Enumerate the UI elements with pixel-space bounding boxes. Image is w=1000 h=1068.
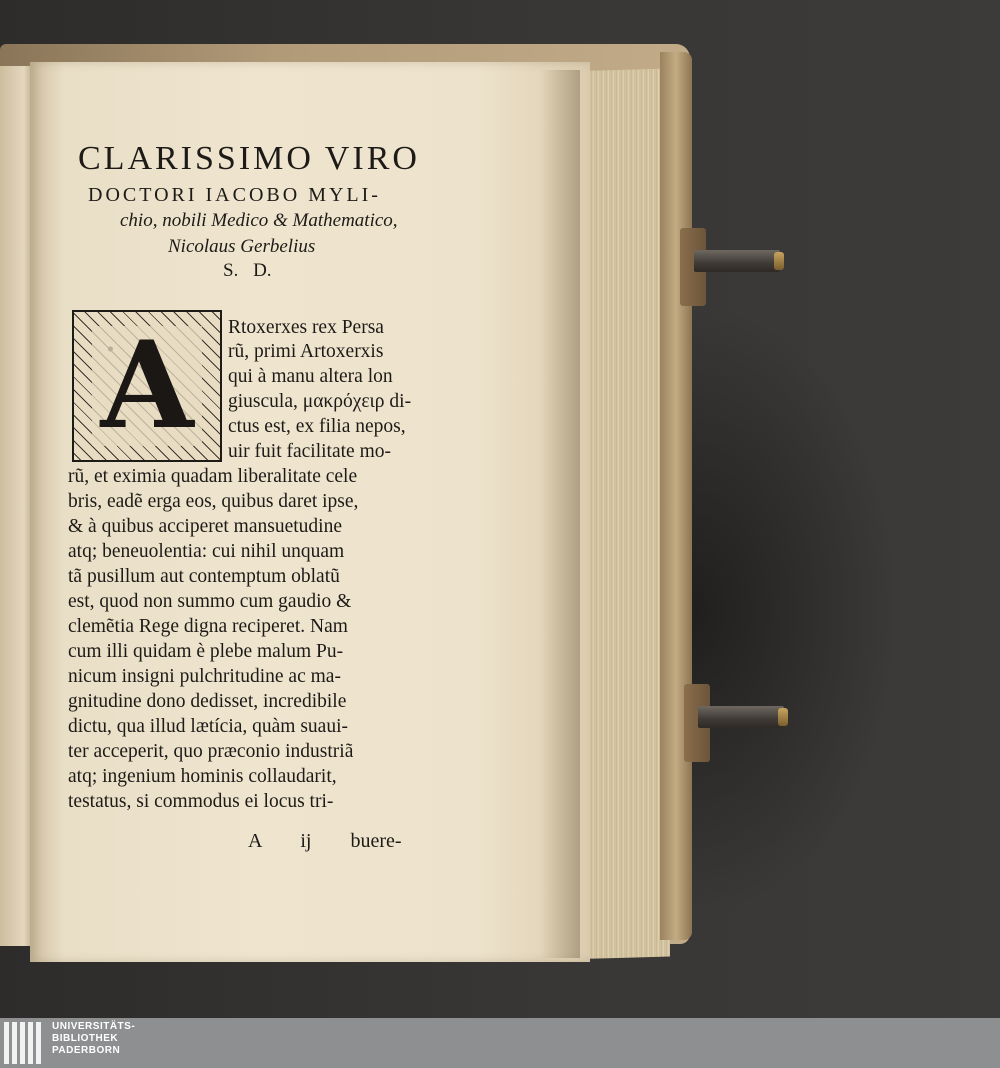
left-page-edge: [0, 66, 34, 946]
heading-line-1: CLARISSIMO VIRO: [78, 140, 420, 177]
body-line: nicum insigni pulchritudine ac ma-: [68, 666, 341, 687]
signature-catchword: A ij buere-: [248, 830, 402, 852]
body-line: ter acceperit, quo præconio industriã: [68, 741, 354, 762]
body-line: & à quibus acciperet mansuetudine: [68, 516, 342, 537]
body-line: rũ, primi Artoxerxis: [228, 341, 384, 362]
logo-text-line-2: BIBLIOTHEK: [52, 1033, 119, 1044]
body-line: uir fuit facilitate mo-: [228, 441, 391, 462]
heading-line-5: S. D.: [223, 260, 272, 281]
body-line: gnitudine dono dedisset, incredibile: [68, 691, 347, 712]
body-line: qui à manu altera lon: [228, 366, 393, 387]
body-line: atq; ingenium hominis collaudarit,: [68, 766, 337, 787]
body-line: dictu, qua illud lætícia, quàm suaui-: [68, 716, 348, 737]
body-line: clemẽtia Rege digna reciperet. Nam: [68, 616, 348, 637]
heading-line-2: DOCTORI IACOBO MYLI-: [88, 184, 381, 206]
body-line: atq; beneuolentia: cui nihil unquam: [68, 541, 345, 562]
body-line: giuscula, μακρόχειρ di-: [228, 391, 412, 412]
body-line: cum illi quidam è plebe malum Pu-: [68, 641, 344, 662]
heading-line-4: Nicolaus Gerbelius: [168, 236, 316, 257]
library-logo-icon: [0, 1018, 46, 1068]
cover-board-edge: [660, 52, 692, 940]
body-line: rũ, et eximia quadam liberalitate cele: [68, 466, 358, 487]
logo-text-line-3: PADERBORN: [52, 1045, 121, 1056]
body-line: tã pusillum aut contemptum oblatũ: [68, 566, 340, 587]
heading-line-3: chio, nobili Medico & Mathematico,: [120, 210, 398, 231]
body-line: est, quod non summo cum gaudio &: [68, 591, 352, 612]
initial-letter: A: [92, 326, 201, 446]
body-line: Rtoxerxes rex Persa: [228, 317, 384, 338]
decorated-initial: [72, 310, 222, 462]
logo-text-line-1: UNIVERSITÄTS-: [52, 1021, 136, 1032]
body-line: testatus, si commodus ei locus tri-: [68, 791, 334, 812]
body-line: bris, eadẽ erga eos, quibus daret ipse,: [68, 491, 359, 512]
footer-bar: [0, 1018, 1000, 1068]
body-line: ctus est, ex filia nepos,: [228, 416, 406, 437]
